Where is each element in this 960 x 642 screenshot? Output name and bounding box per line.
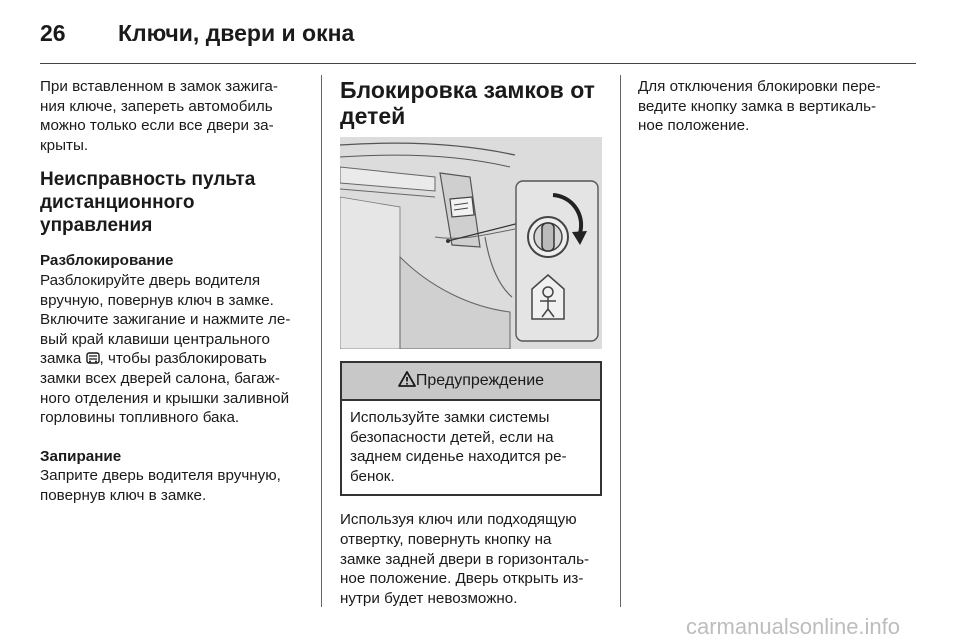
unlock-paragraph: Разблокируйте дверь водителя вручную, повернув ключ в замке. Включите зажигание и нажмите ле- вый край клавиши центрального замка , чтобы разблокировать замки всех дверей салона, багаж- ного отделения и крышки заливной горловины топливного бака. (40, 271, 291, 427)
child-lock-figure (340, 137, 602, 349)
column-right (638, 77, 918, 136)
header-rule (40, 63, 916, 64)
column-divider-1 (321, 75, 322, 607)
child-lock-instructions: Используя ключ или подходящую отвертку, повернуть кнопку на замке задней двери в горизонталь- ное положение. Дверь открыть из- нутри будет невозможно. (340, 511, 590, 607)
warning-header (342, 363, 600, 401)
lock-paragraph: Заприте дверь водителя вручную, повернув ключ в замке. (40, 467, 281, 504)
disable-child-lock-paragraph: Для отключения блокировки пере- ведите кнопку замка в вертикаль- ное положение. (638, 78, 881, 135)
warning-triangle-icon (398, 371, 416, 387)
section-title-remote-failure: Неисправность пульта дистанционного управления (40, 169, 256, 237)
chapter-title: Ключи, двери и окна (118, 20, 355, 46)
unlock-heading: Разблокирование (40, 252, 174, 270)
warning-text: Используйте замки системы безопасности детей, если на заднем сиденье находится ре- бенок. (350, 409, 567, 485)
watermark: carmanualsonline.info (686, 614, 901, 639)
warning-box (340, 361, 602, 496)
column-divider-2 (620, 75, 621, 607)
child-lock-illustration (340, 137, 602, 349)
column-left (40, 77, 308, 506)
lock-heading: Запирание (40, 447, 122, 465)
intro-paragraph: При вставленном в замок зажига- ния ключе, запереть автомобиль можно только если все двери за- крыты. (40, 78, 278, 154)
section-title-child-locks: Блокировка замков от детей (340, 77, 595, 129)
page-number: 26 (40, 20, 66, 46)
warning-title: Предупреждение (415, 372, 545, 389)
unlock-symbol-icon (86, 351, 100, 364)
page-header (40, 14, 920, 54)
column-middle (340, 77, 605, 608)
